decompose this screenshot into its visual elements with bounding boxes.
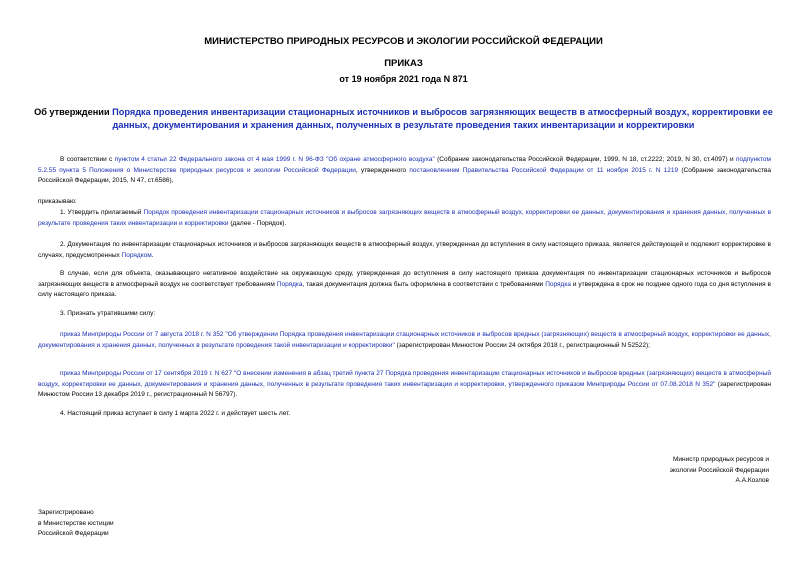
document-type: ПРИКАЗ [384, 58, 423, 69]
procedure-ref-link-2[interactable]: Порядка [276, 280, 303, 288]
procedure-ref-link[interactable]: Порядком [121, 251, 152, 259]
paragraph-repealed-627: приказ Минприроды России от 17 сентября 2019 г. N 627 "О внесении изменения в абзац третий пункта 27 Порядка проведения инвентаризации стационарных источников и выбросов вредных (загрязняющих) веществ в атмосферный воздух, корректировки ее данных, документирования и хранения данных, полученных в результате проведения таких инвентаризации и корректировки, утвержденного приказом Минприроды России от 07.08.2018 N 352" (зарегистрирован Минюстом России 13 декабря 2019 г., регистрационный N 56797). [38, 370, 771, 399]
title-link[interactable]: Порядка проведения инвентаризации стационарных источников и выбросов загрязняющих веществ в атмосферный воздух, корректировки ее данных, документирования и хранения данных, полученных в результате проведения таких инвентаризации и корректировки [112, 107, 773, 130]
ministry-heading: МИНИСТЕРСТВО ПРИРОДНЫХ РЕСУРСОВ И ЭКОЛОГИИ РОССИЙСКОЙ ФЕДЕРАЦИИ [204, 36, 603, 47]
title-prefix: Об утверждении [34, 107, 113, 117]
paragraph-repealed-352: приказ Минприроды России от 7 августа 2018 г. N 352 "Об утверждении Порядка проведения инвентаризации стационарных источников и выбросов вредных (загрязняющих) веществ в атмосферный воздух, корректировки ее данных, документирования и хранения данных, полученных в результате проведения такой инвентаризации и корректировки" (зарегистрирован Минюстом России 24 октября 2018 г., регистрационный N 52522); [38, 331, 771, 349]
document-date-number: от 19 ноября 2021 года N 871 [339, 74, 468, 84]
regulation-5-2-55-link[interactable]: подпунктом 5.2.55 пункта 5 Положения о Министерстве природных ресурсов и экологии Российской Федерации [38, 156, 772, 174]
signature-line-2: экологии Российской Федерации [669, 466, 769, 474]
order-352-link[interactable]: приказ Минприроды России от 7 августа 2018 г. N 352 "Об утверждении Порядка проведения инвентаризации стационарных источников и выбросов вредных (загрязняющих) веществ в атмосферный воздух, корректировки ее данных, документирования и хранения данных, полученных в результате проведения такой инвентаризации и корректировки" [38, 331, 771, 349]
paragraph-preamble: В соответствии с пунктом 4 статьи 22 Федерального закона от 4 мая 1999 г. N 96-ФЗ "Об охране атмосферного воздуха" (Собрание законодательства Российской Федерации, 1999, N 18, ст.2222; 2019, N 30, ст.4097) и подпунктом 5.2.55 пункта 5 Положения о Министерстве природных ресурсов и экологии Российской Федерации, утвержденного постановлением Правительства Российской Федерации от 11 ноября 2015 г. N 1219 (Собрание законодательства Российской Федерации, 2015, N 47, ст.6586), [38, 156, 772, 185]
document-title [25, 106, 782, 132]
signature-line-1: Министр природных ресурсов и [673, 456, 769, 463]
paragraph-item-3: 3. Признать утратившими силу: [60, 310, 156, 317]
signature-line-3: А.А.Козлов [735, 477, 769, 485]
procedure-link[interactable]: Порядок проведения инвентаризации стационарных источников и выбросов загрязняющих веществ в атмосферный воздух, корректировки ее данных, документирования и хранения данных, полученных в результате проведения таких инвентаризации и корректировки [38, 209, 771, 227]
signature-block [560, 455, 769, 487]
registration-line-3: Российской Федерации [38, 530, 109, 538]
paragraph-item-2: 2. Документация по инвентаризации стационарных источников и выбросов загрязняющих веществ в атмосферный воздух, утвержденная до вступления в силу настоящего приказа, является действующей и подлежит корректировке в случаях, предусмотренных Порядком. [38, 241, 771, 259]
paragraph-item-1: 1. Утвердить прилагаемый Порядок проведения инвентаризации стационарных источников и выбросов загрязняющих веществ в атмосферный воздух, корректировки ее данных, документирования и хранения данных, полученных в результате проведения таких инвентаризации и корректировки (далее - Порядок). [38, 209, 771, 227]
law-96-fz-link[interactable]: пунктом 4 статьи 22 Федерального закона от 4 мая 1999 г. N 96-ФЗ "Об охране атмосферного воздуха" [114, 156, 435, 163]
paragraph-order-word: приказываю: [38, 198, 77, 205]
order-627-link[interactable]: приказ Минприроды России от 17 сентября 2019 г. N 627 "О внесении изменения в абзац третий пункта 27 Порядка проведения инвентаризации стационарных источников и выбросов вредных (загрязняющих) веществ в атмосферный воздух, корректировки ее данных, документирования и хранения данных, полученных в результате проведения таких инвентаризации и корректировки, утвержденного приказом Минприроды России от 07.08.2018 N 352" [38, 370, 771, 388]
paragraph-item-2-continued: В случае, если для объекта, оказывающего негативное воздействие на окружающую среду, утвержденная до вступления в силу настоящего приказа документация по инвентаризации стационарных источников и выбросов загрязняющих веществ в атмосферный воздух не соответствует требованиям Порядка, такая документация должна быть оформлена в соответствии с требованиями Порядка и утверждена в срок не позднее одного года со дня вступления в силу настоящего приказа. [38, 270, 771, 299]
registration-block [38, 508, 238, 540]
paragraph-item-4: 4. Настоящий приказ вступает в силу 1 марта 2022 г. и действует шесть лет. [60, 410, 291, 417]
registration-line-1: Зарегистрировано [38, 509, 94, 516]
registration-line-2: в Министерстве юстиции [38, 519, 114, 527]
procedure-ref-link-3[interactable]: Порядка [545, 280, 571, 288]
government-decree-1219-link[interactable]: постановлением Правительства Российской Федерации от 11 ноября 2015 г. N 1219 [409, 166, 679, 174]
